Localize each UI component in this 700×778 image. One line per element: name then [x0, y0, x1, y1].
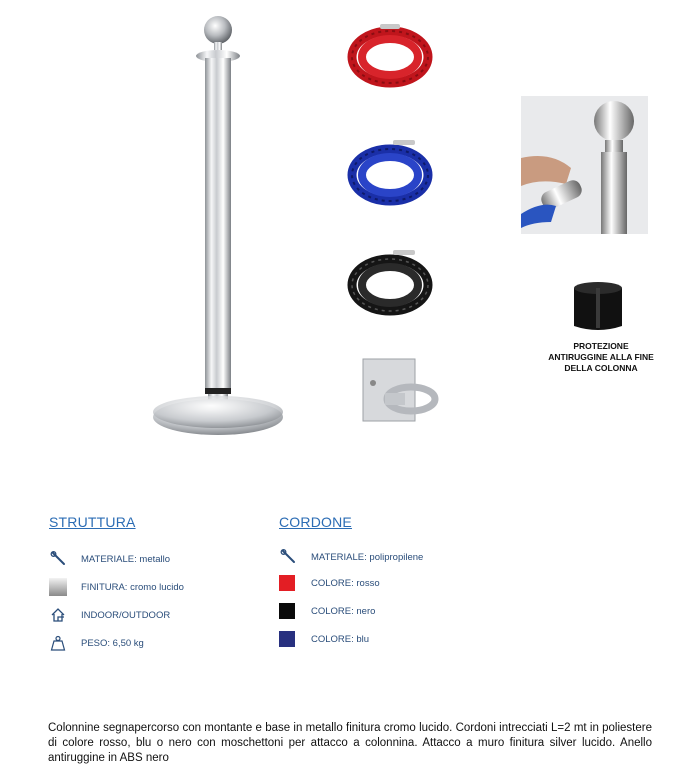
struttura-weight-row	[49, 634, 144, 652]
cordone-material: MATERIALE: polipropilene	[311, 551, 424, 563]
blue-rope	[345, 130, 435, 210]
struttura-weight: PESO: 6,50 kg	[81, 637, 144, 649]
struttura-material-row	[49, 550, 170, 568]
red-swatch	[279, 575, 295, 591]
cordone-material-row	[279, 548, 423, 566]
struttura-indoor-outdoor: INDOOR/OUTDOOR	[81, 609, 171, 621]
cordone-color-blue: COLORE: blu	[311, 633, 370, 645]
wrench-icon	[49, 550, 67, 568]
blue-swatch	[279, 631, 295, 647]
weight-icon	[49, 634, 67, 652]
cordone-color-blue-row	[279, 631, 369, 647]
product-description: Colonnine segnapercorso con montante e base in metallo finitura cromo lucido. Cordoni intrecciati L=2 mt in poliestere di colore rosso, blu o nero con moschettoni per attacco a colonnina. Attacco a muro finitura silver lucido. Anello antiruggine in ABS nero	[48, 722, 652, 764]
cordone-color-black-row	[279, 603, 375, 619]
chrome-stanchion-post	[150, 12, 295, 442]
wall-mount-bracket	[355, 355, 440, 425]
protection-label: PROTEZIONE ANTIRUGGINE ALLA FINE DELLA COLONNA	[548, 341, 654, 373]
hook-attachment-photo	[521, 96, 648, 234]
struttura-material: MATERIALE: metallo	[81, 553, 171, 565]
struttura-finish-row	[49, 578, 184, 596]
cordone-title: CORDONE	[279, 514, 352, 530]
cordone-color-red: COLORE: rosso	[311, 577, 380, 589]
cordone-color-black: COLORE: nero	[311, 605, 376, 617]
red-rope	[345, 12, 435, 92]
abs-end-cap	[568, 278, 628, 334]
black-rope	[345, 240, 435, 320]
indoor-outdoor-icon	[49, 606, 67, 624]
struttura-finish: FINITURA: cromo lucido	[81, 581, 184, 593]
cordone-color-red-row	[279, 575, 380, 591]
struttura-title: STRUTTURA	[49, 514, 136, 530]
wrench-icon	[279, 548, 297, 566]
gradient-finish-icon	[49, 578, 67, 596]
struttura-indoor-row	[49, 606, 170, 624]
black-swatch	[279, 603, 295, 619]
